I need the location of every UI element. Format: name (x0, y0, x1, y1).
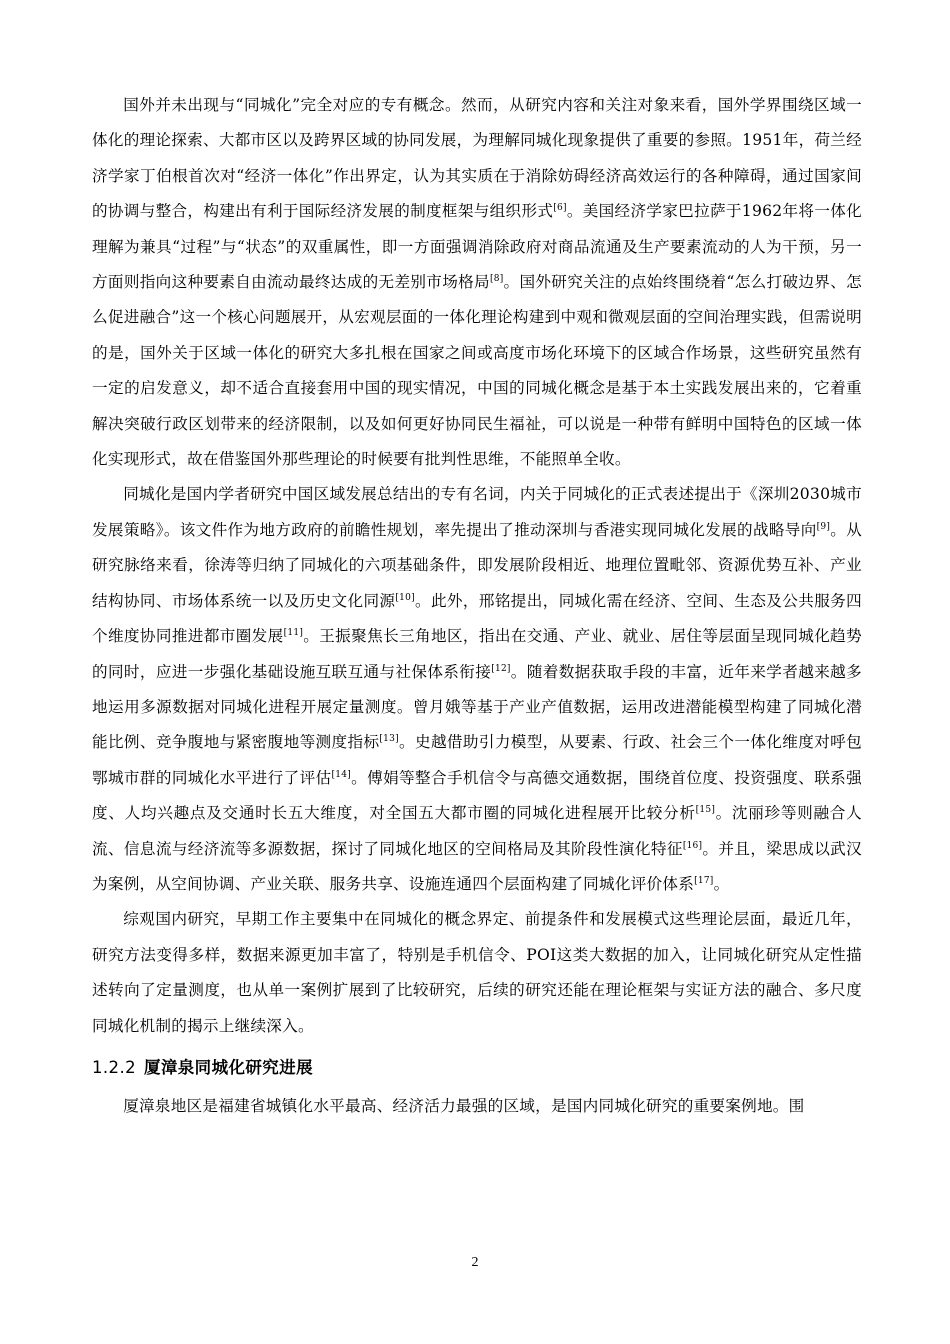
paragraph-text: 同城化是国内学者研究中国区域发展总结出的专有名词，内关于同城化的正式表述提出于《深圳2030城市发展策略》。该文件作为地方政府的前瞻性规划，率先提出了推动深圳与香港实现同城化发展的战略导向 (92, 485, 862, 539)
paragraph-text: 。史越借助引力模型，从要素、行政、社会三个一体化维度对呼包鄂城市群的同城化水平进行了评估 (92, 733, 862, 787)
paragraph-text: 综观国内研究，早期工作主要集中在同城化的概念界定、前提条件和发展模式这些理论层面，最近几年，研究方法变得多样，数据来源更加丰富了，特别是手机信令、POI这类大数据的加入，让同城化研究从定性描述转向了定量测度，也从单一案例扩展到了比较研究，后续的研究还能在理论框架与实证方法的融合、多尺度同城化机制的揭示上继续深入。 (92, 910, 862, 1035)
paragraph-text: 。随着数据获取手段的丰富，近年来学者越来越多地运用多源数据对同城化进程开展定量测度。曾月娥等基于产业产值数据，运用改进潜能模型构建了同城化潜能比例、竞争腹地与紧密腹地等测度指标 (92, 662, 862, 752)
section-number: 1.2.2 (92, 1057, 136, 1077)
citation-reference: [9] (816, 521, 831, 532)
paragraph-text: 国外并未出现与“同城化”完全对应的专有概念。然而，从研究内容和关注对象来看，国外学界围绕区域一体化的理论探索、大都市区以及跨界区域的协同发展，为理解同城化现象提供了重要的参照。1951年，荷兰经济学家丁伯根首次对“经济一体化”作出界定，认为其实质在于消除妨碍经济高效运行的各种障碍，通过国家间的协调与整合，构建出有利于国际经济发展的制度框架与组织形式 (92, 96, 862, 221)
paragraph-domestic-research (92, 477, 862, 902)
paragraph-foreign-research (92, 88, 862, 477)
paragraph-text: 。国外研究关注的点始终围绕着“怎么打破边界、怎么促进融合”这一个核心问题展开，从宏观层面的一体化理论构建到中观和微观层面的空间治理实践，但需说明的是，国外关于区域一体化的研究大多扎根在国家之间或高度市场化环境下的区域合作场景，这些研究虽然有一定的启发意义，却不适合直接套用中国的现实情况，中国的同城化概念是基于本土实践发展出来的，它着重解决突破行政区划带来的经济限制，以及如何更好协同民生福祉，可以说是一种带有鲜明中国特色的区域一体化实现形式，故在借鉴国外那些理论的时候要有批判性思维，不能照单全收。 (92, 273, 862, 469)
paragraph-summary (92, 902, 862, 1044)
paragraph-text: 。此外，邢铭提出，同城化需在经济、空间、生态及公共服务四个维度协同推进都市圈发展 (92, 591, 862, 646)
citation-reference: [6] (553, 203, 567, 214)
citation-reference: [14] (331, 769, 352, 780)
citation-reference: [16] (682, 840, 703, 851)
paragraph-text: 。沈丽珍等则融合人流、信息流与经济流等多源数据，探讨了同城化地区的空间格局及其阶段性演化特征 (92, 804, 862, 858)
paragraph-text: 。从研究脉络来看，徐涛等归纳了同城化的六项基础条件，即发展阶段相近、地理位置毗邻、资源优势互补、产业结构协同、市场体系统一以及历史文化同源 (92, 520, 862, 610)
page-content (92, 88, 862, 1124)
citation-reference: [8] (489, 273, 504, 284)
paragraph-xiamen-intro: 厦漳泉地区是福建省城镇化水平最高、经济活力最强的区域，是国内同城化研究的重要案例地。围 (123, 1096, 805, 1115)
section-heading (92, 1050, 862, 1086)
page-number: 2 (471, 1255, 479, 1270)
section-title: 厦漳泉同城化研究进展 (143, 1057, 313, 1077)
paragraph-text: 。并且，梁思成以武汉为案例，从空间协调、产业关联、服务共享、设施连通四个层面构建了同城化评价体系 (92, 839, 862, 893)
citation-reference: [10] (395, 592, 415, 603)
citation-reference: [17] (694, 875, 714, 886)
citation-reference: [11] (283, 627, 304, 638)
paragraph-text: 。美国经济学家巴拉萨于1962年将一体化理解为兼具“过程”与“状态”的双重属性，即一方面强调消除政府对商品流通及生产要素流动的人为干预，另一方面则指向这种要素自由流动最终达成的无差别市场格局 (92, 202, 862, 292)
paragraph-text: 。王振聚焦长三角地区，指出在交通、产业、就业、居住等层面呈现同城化趋势的同时，应进一步强化基础设施互联互通与社保体系衔接 (92, 627, 862, 681)
citation-reference: [15] (695, 804, 716, 815)
citation-reference: [12] (491, 663, 511, 674)
citation-reference: [13] (379, 734, 399, 745)
paragraph-text: 。 (713, 874, 730, 893)
paragraph-text: 。傅娟等整合手机信令与高德交通数据，围绕首位度、投资强度、联系强度、人均兴趣点及交通时长五大维度，对全国五大都市圈的同城化进程展开比较分析 (92, 768, 862, 823)
